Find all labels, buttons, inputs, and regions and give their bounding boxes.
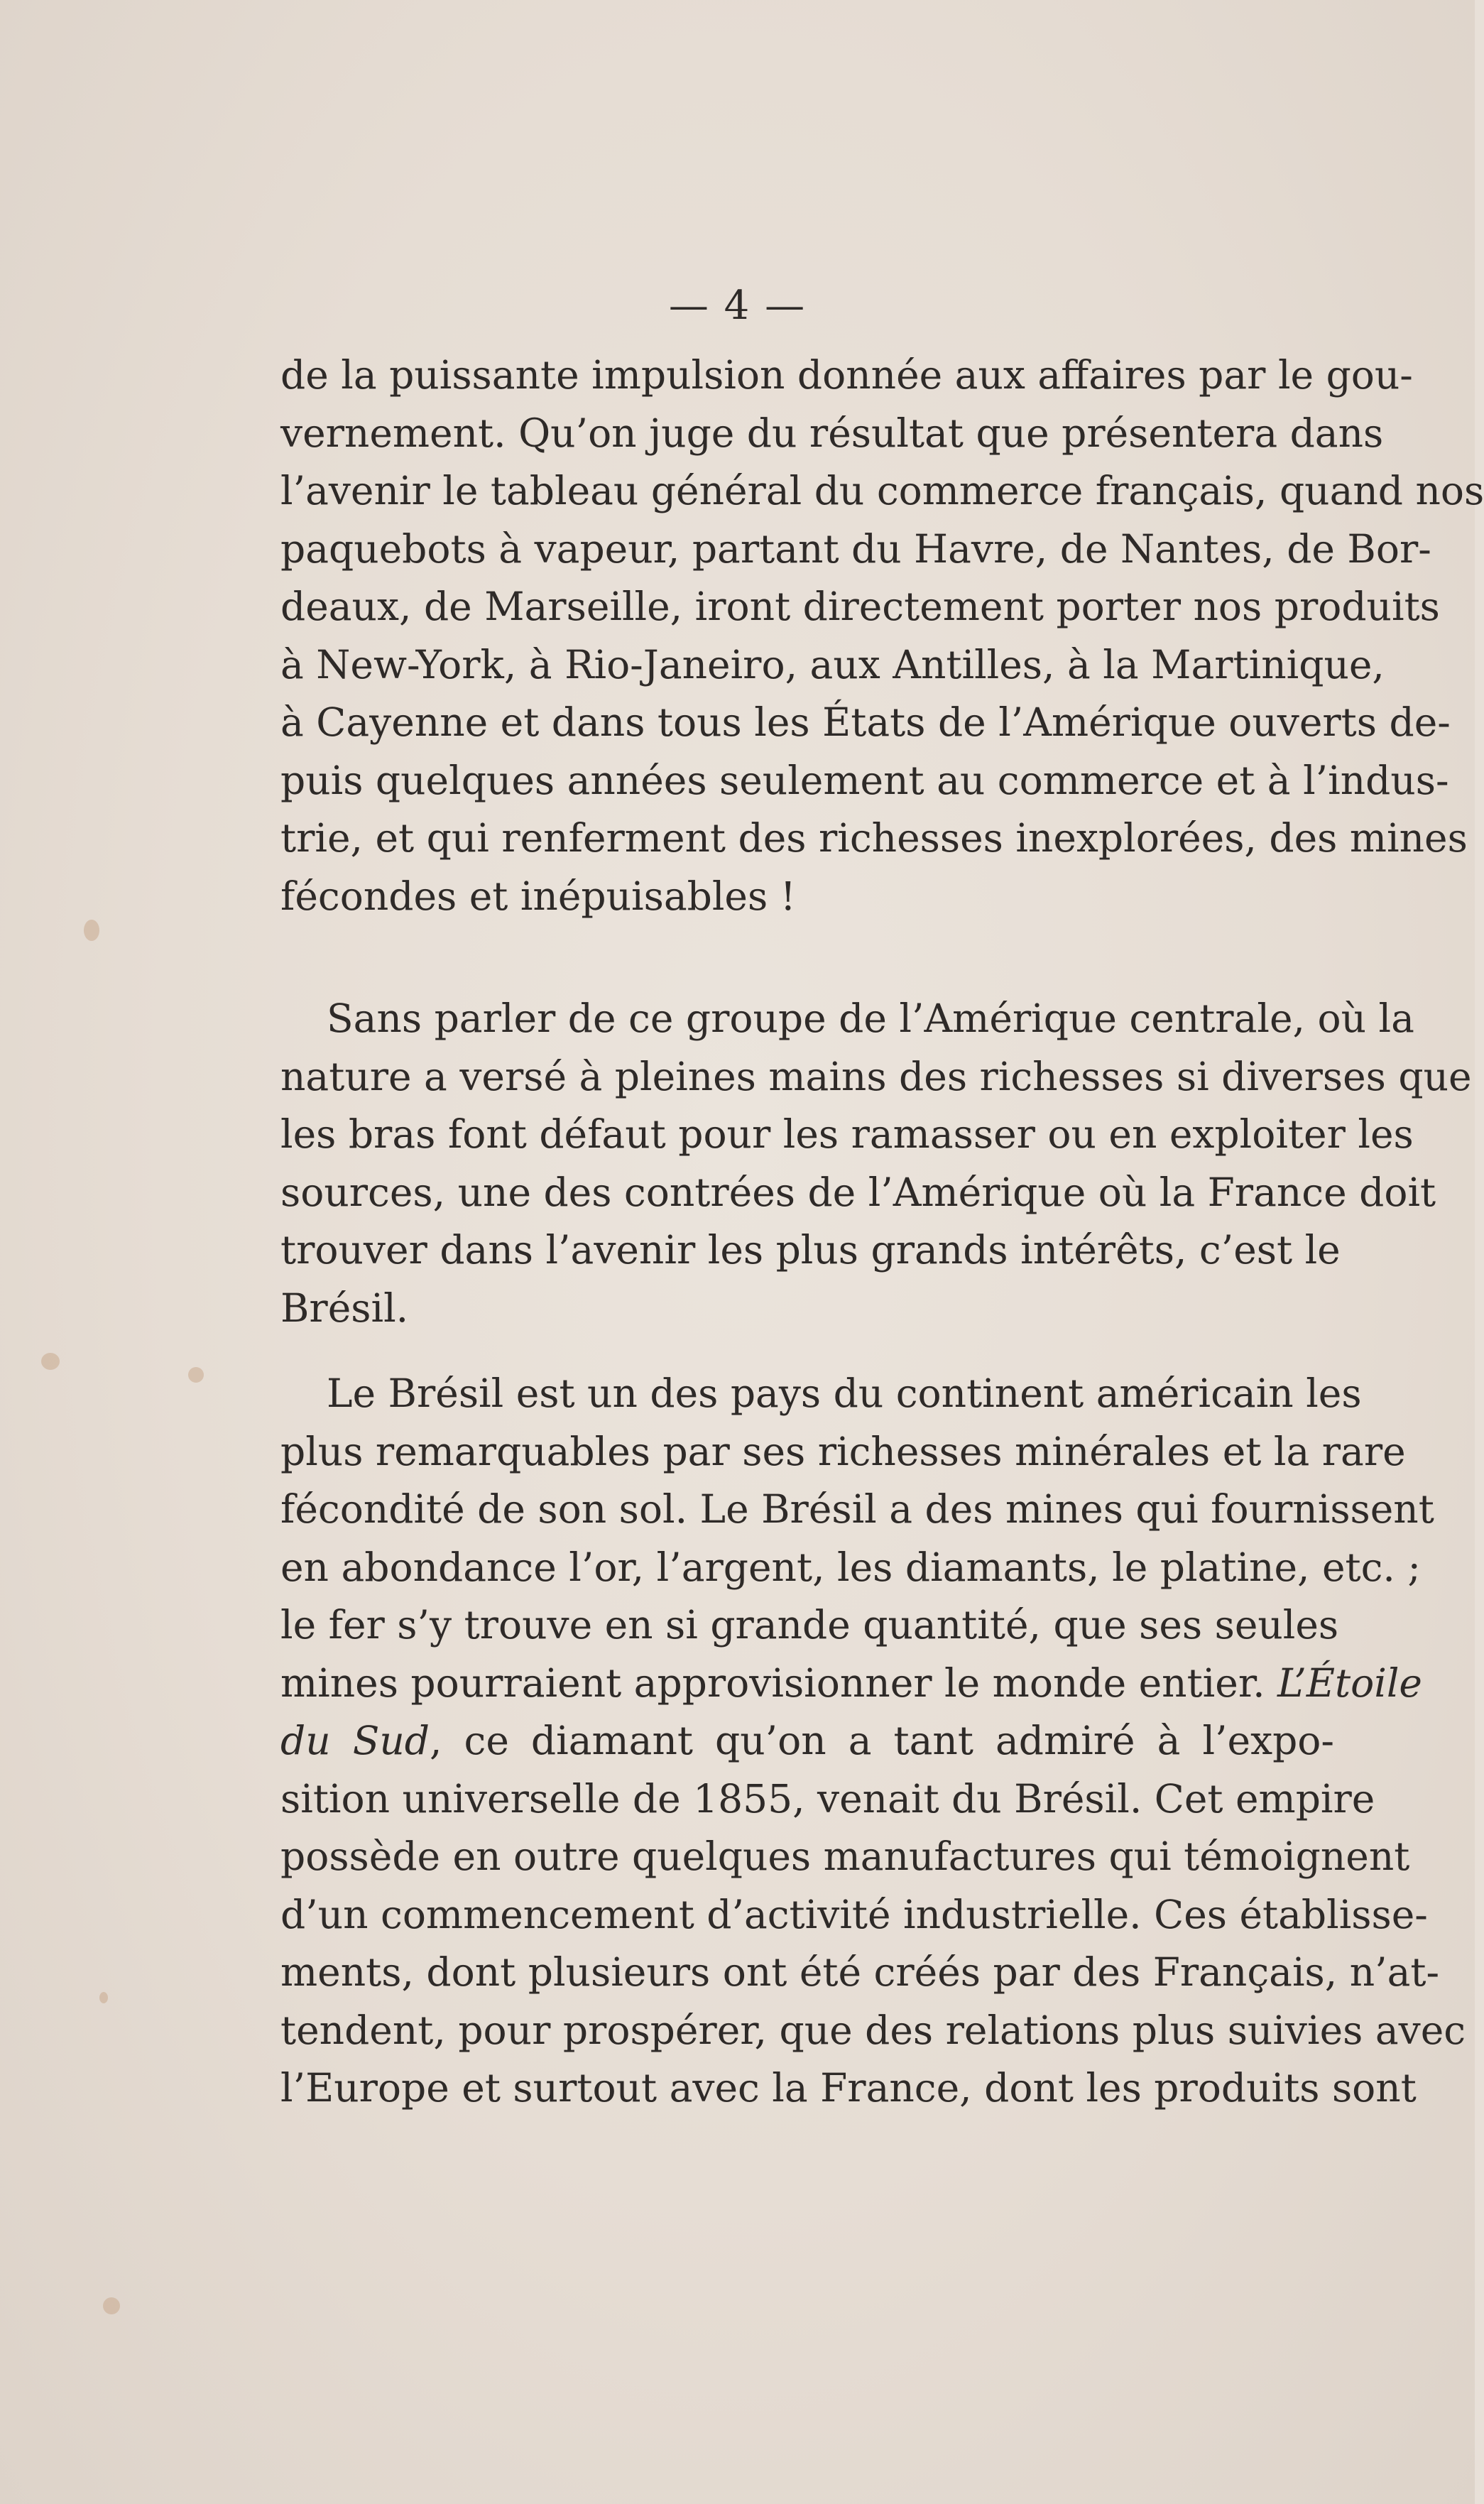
- text-line: les bras font défaut pour les ramasser ou en exploiter les: [280, 1111, 1414, 1157]
- text-line: plus remarquables par ses richesses minérales et la rare: [280, 1428, 1406, 1474]
- text-fragment: du: [280, 1718, 331, 1763]
- foxing-spot: [99, 1992, 108, 2003]
- foxing-spot: [188, 1367, 204, 1383]
- paragraph-1: [280, 347, 1484, 925]
- text-line: sition universelle de 1855, venait du Brésil. Cet empire: [280, 1775, 1375, 1822]
- foxing-spot: [84, 920, 99, 941]
- italic-title: Sud: [352, 1718, 430, 1763]
- text-line: d’un commencement d’activité industrielle. Ces établisse-: [280, 1891, 1428, 1937]
- text-line: sources, une des contrées de l’Amérique où la France doit: [280, 1169, 1436, 1215]
- text-line: deaux, de Marseille, iront directement porter nos produits: [280, 584, 1440, 629]
- text-line: ments, dont plusieurs ont été créés par des Français, n’at-: [280, 1949, 1440, 1995]
- text-line: paquebots à vapeur, partant du Havre, de Nantes, de Bor-: [280, 526, 1431, 572]
- text-line: [280, 1655, 1422, 1713]
- foxing-spot: [41, 1353, 60, 1370]
- text-line: possède en outre quelques manufactures qui témoignent: [280, 1834, 1410, 1879]
- page-number: — 4 —: [668, 283, 807, 329]
- text-line: à Cayenne et dans tous les États de l’Amérique ouverts de-: [280, 700, 1451, 745]
- text-fragment: , ce diamant qu’on a tant admiré à l’expo-: [430, 1718, 1334, 1763]
- text-line: nature a versé à pleines mains des richesses si diverses que: [280, 1053, 1472, 1099]
- text-fragment: mines pourraient approvisionner le monde entier.: [280, 1660, 1265, 1706]
- text-line: Sans parler de ce groupe de l’Amérique centrale, où la: [327, 996, 1414, 1041]
- text-line: Le Brésil est un des pays du continent américain les: [327, 1371, 1362, 1416]
- text-line: puis quelques années seulement au commerce et à l’indus-: [280, 757, 1449, 803]
- text-line: en abondance l’or, l’argent, les diamants, le platine, etc. ;: [280, 1544, 1421, 1590]
- paragraph-2: [280, 990, 1472, 1337]
- text-line: fécondité de son sol. Le Brésil a des mines qui fournissent: [280, 1486, 1434, 1532]
- paragraph-3: [280, 1365, 1466, 2118]
- foxing-spot: [103, 2297, 120, 2314]
- text-line: le fer s’y trouve en si grande quantité, que ses seules: [280, 1602, 1339, 1648]
- text-line: Brésil.: [280, 1285, 409, 1331]
- text-line: vernement. Qu’on juge du résultat que présentera dans: [280, 410, 1384, 456]
- text-line: l’Europe et surtout avec la France, dont les produits sont: [280, 2065, 1417, 2111]
- text-line: trie, et qui renferment des richesses inexplorées, des mines: [280, 815, 1468, 861]
- text-line: fécondes et inépuisables !: [280, 873, 796, 919]
- text-line: trouver dans l’avenir les plus grands intérêts, c’est le: [280, 1227, 1341, 1273]
- text-line: tendent, pour prospérer, que des relations plus suivies avec: [280, 2007, 1466, 2053]
- text-line: à New-York, à Rio-Janeiro, aux Antilles, à la Martinique,: [280, 641, 1385, 687]
- text-line: [280, 1712, 1334, 1770]
- text-line: de la puissante impulsion donnée aux affaires par le gou-: [280, 352, 1413, 398]
- italic-title: L’Étoile: [1277, 1660, 1422, 1706]
- text-line: l’avenir le tableau général du commerce français, quand nos: [280, 468, 1484, 513]
